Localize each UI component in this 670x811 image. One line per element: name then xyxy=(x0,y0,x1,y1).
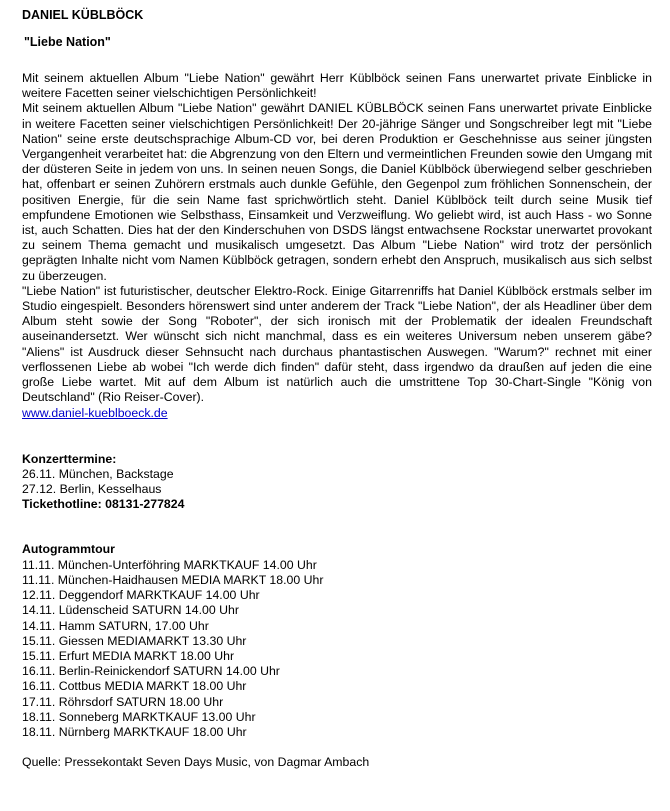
ticket-hotline: Tickethotline: 08131-277824 xyxy=(22,497,185,512)
tour-stop: 12.11. Deggendorf MARKTKAUF 14.00 Uhr xyxy=(22,588,260,603)
tour-list xyxy=(22,558,652,740)
tour-stop: 16.11. Cottbus MEDIA MARKT 18.00 Uhr xyxy=(22,679,247,694)
autograph-tour-section xyxy=(22,542,652,740)
tour-stop: 11.11. München-Haidhausen MEDIA MARKT 18.00 Uhr xyxy=(22,572,324,587)
tour-heading: Autogrammtour xyxy=(22,542,115,557)
concert-date: 27.12. Berlin, Kesselhaus xyxy=(22,482,162,497)
artist-heading: DANIEL KÜBLBÖCK xyxy=(22,8,144,22)
tour-stop: 18.11. Sonneberg MARKTKAUF 13.00 Uhr xyxy=(22,709,256,724)
tour-stop: 15.11. Giessen MEDIAMARKT 13.30 Uhr xyxy=(22,633,247,648)
tour-stop: 17.11. Röhrsdorf SATURN 18.00 Uhr xyxy=(22,694,224,709)
tour-stop: 18.11. Nürnberg MARKTKAUF 18.00 Uhr xyxy=(22,724,247,739)
tour-stop: 16.11. Berlin-Reinickendorf SATURN 14.00 Uhr xyxy=(22,664,280,679)
concert-heading: Konzerttermine: xyxy=(22,451,117,466)
source-credit: Quelle: Pressekontakt Seven Days Music, von Dagmar Ambach xyxy=(22,755,370,770)
article-paragraph-intro: Mit seinem aktuellen Album "Liebe Nation" gewährt Herr Küblböck seinen Fans unerwartet private Einblicke in weitere Facetten seiner vielschichtigen Persönlichkeit! xyxy=(22,71,652,101)
article-paragraph-main: Mit seinem aktuellen Album "Liebe Nation" gewährt DANIEL KÜBLBÖCK seinen Fans unerwartet private Einblicke in weitere Facetten seiner vielschichtigen Persönlichkeit! Der 20-jährige Sänger und Songschreiber legt mit "Liebe Nation" seine erste deutschsprachige Album-CD vor, bei deren Produktion er Geschehnisse aus seiner jüngsten Vergangenheit verarbeitet hat: die Abgrenzung von den Eltern und vermeintlichen Freunden sowie den Umgang mit der düsteren Seite in jedem von uns. In seinen neuen Songs, die Daniel Küblböck überwiegend selber geschrieben hat, offenbart er seinen Zuhörern erstmals auch dunkle Gefühle, den Gegenpol zum fröhlichen Sonnenschein, der positiven Energie, für die sein Name fast sprichwörtlich steht. Daniel Küblböck teilt durch seine Musik tief empfundene Emotionen wie Selbsthass, Einsamkeit und Verzweiflung. Wo geliebt wird, ist auch Hass - wo Sonne ist, auch Schatten. Dies hat der den Kinderschuhen von DSDS längst entwachsene Rockstar unerwartet provokant zu seinem Thema gemacht und musikalisch umgesetzt. Das Album "Liebe Nation" wird trotz der persönlich geprägten Inhalte nicht vom Namen Küblböck getragen, sondern erhebt den Anspruch, musikalisch aus sich selbst zu überzeugen. xyxy=(22,101,652,283)
tour-stop: 14.11. Hamm SATURN, 17.00 Uhr xyxy=(22,618,209,633)
concert-section xyxy=(22,452,652,513)
concert-list xyxy=(22,467,652,497)
concert-date: 26.11. München, Backstage xyxy=(22,466,174,481)
tour-stop: 15.11. Erfurt MEDIA MARKT 18.00 Uhr xyxy=(22,648,235,663)
tour-stop: 14.11. Lüdenscheid SATURN 14.00 Uhr xyxy=(22,603,239,618)
tour-stop: 11.11. München-Unterföhring MARKTKAUF 14.00 Uhr xyxy=(22,557,317,572)
article-paragraph-music: "Liebe Nation" ist futuristischer, deutscher Elektro-Rock. Einige Gitarrenriffs hat Daniel Küblböck erstmals selber im Studio eingespielt. Besonders hörenswert sind unter anderem der Track "Liebe Nation", der als Headliner über dem Album steht sowie der Song "Roboter", der sich ironisch mit der Problematik der idealen Freundschaft auseinandersetzt. Wer wünscht sich nicht manchmal, dass es ein weiteres Universum neben unserem gäbe? "Aliens" ist Ausdruck dieser Sehnsucht nach durchaus phantastischen Auswegen. "Warum?" rechnet mit einer verflossenen Liebe ab wobei "Ich werde dich finden" dafür steht, dass irgendwo da draußen auf jeden die eine große Liebe wartet. Mit auf dem Album ist natürlich auch die umstrittene Top 30-Chart-Single "König von Deutschland" (Rio Reiser-Cover). xyxy=(22,283,652,405)
document-page xyxy=(22,8,652,770)
article-body xyxy=(22,71,652,422)
album-title: "Liebe Nation" xyxy=(24,35,111,49)
website-link[interactable]: www.daniel-kueblboeck.de xyxy=(22,406,168,421)
